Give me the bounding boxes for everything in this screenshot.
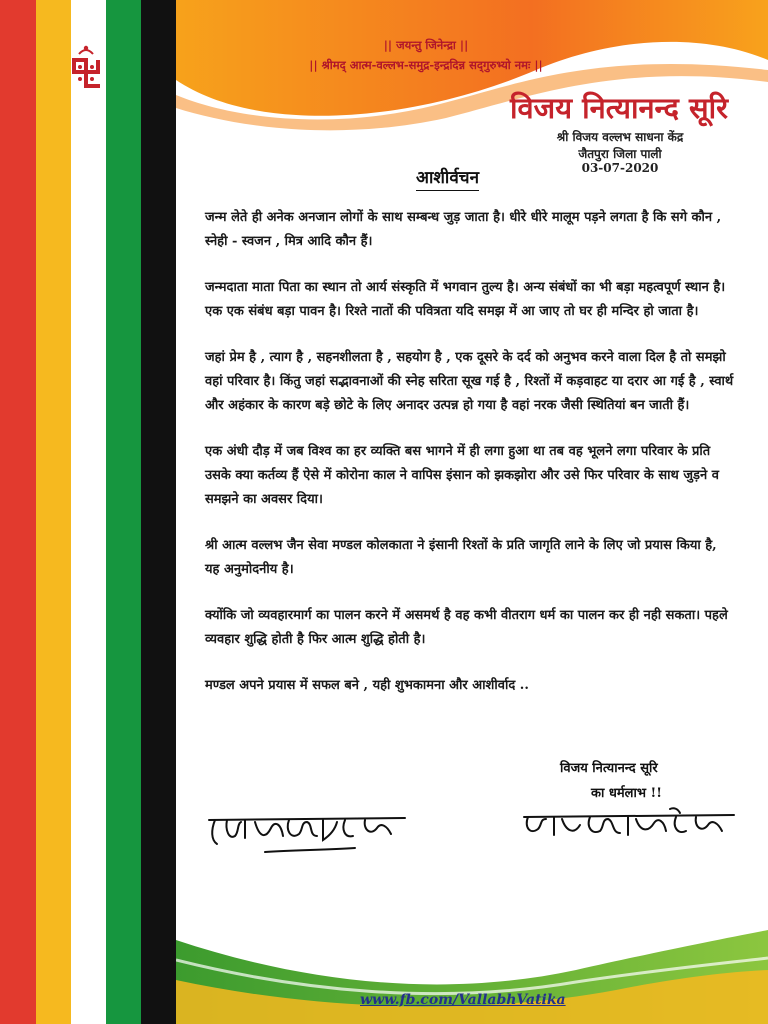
flag-stripes [0,0,176,1024]
paragraph: एक अंधी दौड़ में जब विश्व का हर व्यक्ति बस भागने में ही लगा हुआ था तब वह भूलने लगा परिवार के प्रति उसके क्या कर्तव्य हैं ऐसे में कोरोना काल ने वापिस इंसान को झकझोरा और उसे फिर परिवार के साथ जुड़ने व समझने का अवसर दिया। [205,444,719,507]
document-title: आशीर्वचन [416,165,479,191]
swastika-icon [68,40,104,92]
letterhead-institution: श्री विजय वल्लभ साधना केंद्र [556,130,684,144]
letterhead-name: विजय नित्यानन्द सूरि [510,91,728,125]
letterhead-location: जैतपुरा जिला पाली [578,147,662,161]
handwritten-signature-left [205,800,415,860]
facebook-link[interactable]: www.fb.com/VallabhVatika [360,992,566,1008]
paragraph: जन्मदाता माता पिता का स्थान तो आर्य संस्कृति में भगवान तुल्य है। अन्य संबंधों का भी बड़ा महत्वपूर्ण स्थान है। एक एक संबंध बड़ा पावन है। रिश्ते नातों की पवित्रता यदि समझ में आ जाए तो घर ही मन्दिर हो जाता है। [205,280,726,319]
red-stripe [0,0,36,1024]
bottom-green-wave [176,920,768,1024]
black-stripe [141,0,176,1024]
mantra-line-1: || जयन्तु जिनेन्द्रा || [383,38,469,52]
paragraph: जहां प्रेम है , त्याग है , सहनशीलता है , सहयोग है , एक दूसरे के दर्द को अनुभव करने वाला दिल है तो समझो वहां परिवार है। किंतु जहां सद्भावनाओं की स्नेह सरिता सूख गई है , रिश्तों में कड़वाहट या दरार आ गई है , स्वार्थ और अहंकार के कारण बड़े छोटे के लिए अनादर उत्पन्न हो गया है वहां नरक जैसी स्थितियां बन जाती हैं। [205,350,734,413]
paragraph: क्योंकि जो व्यवहारमार्ग का पालन करने में असमर्थ है वह कभी वीतराग धर्म का पालन कर ही नही सकता। पहले व्यवहार शुद्धि होती है फिर आत्म शुद्धि होती है। [205,608,728,647]
letter-body [205,206,735,720]
letterhead-date: 03-07-2020 [581,161,659,175]
handwritten-signature-right [520,805,740,845]
white-stripe [71,0,106,1024]
signatory-blessing: का धर्मलाभ !! [591,786,662,801]
signatory-name: विजय नित्यानन्द सूरि [560,761,658,776]
yellow-stripe [36,0,71,1024]
paragraph: जन्म लेते ही अनेक अनजान लोगों के साथ सम्बन्ध जुड़ जाता है। धीरे धीरे मालूम पड़ने लगता है कि सगे कौन , स्नेही - स्वजन , मित्र आदि कौन हैं। [205,210,722,249]
green-stripe [106,0,141,1024]
paragraph: श्री आत्म वल्लभ जैन सेवा मण्डल कोलकाता ने इंसानी रिश्तों के प्रति जागृति लाने के लिए जो प्रयास किया है, यह अनुमोदनीय है। [205,538,717,577]
paragraph: मण्डल अपने प्रयास में सफल बने , यही शुभकामना और आशीर्वाद .. [205,678,529,693]
mantra-line-2: || श्रीमद् आत्म-वल्लभ-समुद्र-इन्द्रदिन्न सद्‌गुरुभ्यो नमः || [309,58,543,72]
